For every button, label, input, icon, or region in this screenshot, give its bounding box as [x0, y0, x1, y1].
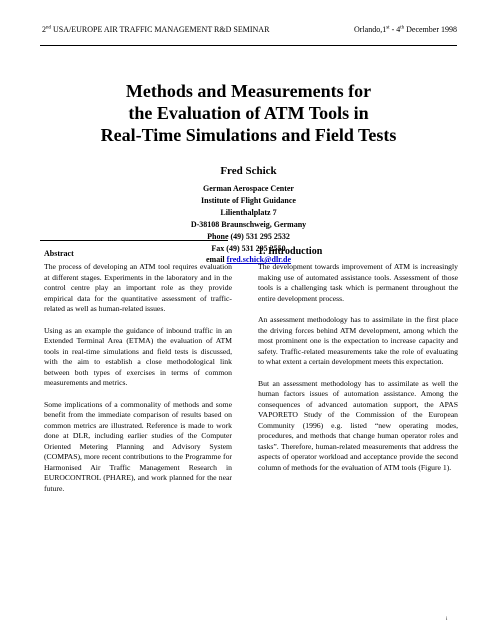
affiliation-line: German Aerospace Center [203, 184, 294, 193]
affiliation-line: Phone (49) 531 295 2532 [207, 231, 290, 241]
abstract-paragraph: Some implications of a commonality of methods and some benefit from the immediate comparison of results based on common metrics are illustrated. Reference is made to work done at DLR, including earlier studies of the Computer Oriented Metering Planning and Advisory System (COMPAS), more recent contributions to the Programme for Harmonised Air Traffic Management Research in EUROCONTROL (PHARE), and work planned for the near future. [44, 399, 232, 493]
abstract-paragraph: The process of developing an ATM tool requires evaluation at different stages. Experiments in the laboratory and in the control centre play an important role as they provide empirical data for the quantitative assessment of traffic-related as well as human-related issues. [44, 262, 232, 313]
title-line: Real-Time Simulations and Field Tests [100, 125, 397, 145]
abstract-rule [40, 240, 228, 241]
abstract-heading: Abstract [44, 249, 74, 258]
introduction-body [258, 262, 458, 484]
affiliation-line: Fax (49) 531 295 2550 [211, 243, 286, 253]
introduction-heading: 1. Introduction [258, 246, 323, 257]
introduction-paragraph: An assessment methodology has to assimilate in the first place the driving forces behind ATM development, among which the most prominent one is the expectation to increase capacity and safety. Traffic-related measurements take the role of evaluating to what extent a certain development meets this expectation. [258, 315, 458, 366]
abstract-paragraph: Using as an example the guidance of inbound traffic in an Extended Terminal Area (ETMA) the evaluation of ATM tools in real-time simulations and field tests is discussed, with the aim to establish a close methodological link between both types of exercises in terms of common measurements and metrics. [44, 325, 232, 387]
paper-title [40, 80, 457, 146]
page-number: i [446, 617, 448, 622]
abstract-body [44, 262, 232, 505]
author-name: Fred Schick [220, 165, 277, 177]
title-line: the Evaluation of ATM Tools in [128, 103, 369, 123]
title-line: Methods and Measurements for [125, 81, 372, 101]
email-label: email [205, 255, 227, 265]
seminar-location-date: Orlando,1st - 4th December 1998 [354, 25, 457, 34]
header-rule [40, 45, 457, 46]
affiliation-line: D-38108 Braunschweig, Germany [190, 219, 307, 229]
introduction-paragraph: But an assessment methodology has to assimilate as well the human factors issues of automation assistance. Among the consequences of advanced automation support, the APAS VAPORETO Study of the Commission of the European Community (1996) e.g. listed “new operating modes, procedures, and methods that change human operator roles and tasks”. Therefore, human-related measurements that address the aspects of operator workload and acceptance provide the second column of methods for the evaluation of ATM tools (Figure 1). [258, 378, 458, 472]
email-link[interactable]: fred.schick@dlr.de [226, 255, 291, 265]
running-header [42, 25, 457, 35]
affiliation-line: Lilienthalplatz 7 [220, 207, 277, 217]
seminar-name: 2nd USA/EUROPE AIR TRAFFIC MANAGEMENT R&D SEMINAR [42, 25, 270, 34]
introduction-paragraph: The development towards improvement of ATM is increasingly making use of automated assistance tools. Assessment of those tools is a challenging task which is permanent throughout the entire development process. [258, 262, 458, 303]
affiliation-line: Institute of Flight Guidance [201, 195, 296, 205]
